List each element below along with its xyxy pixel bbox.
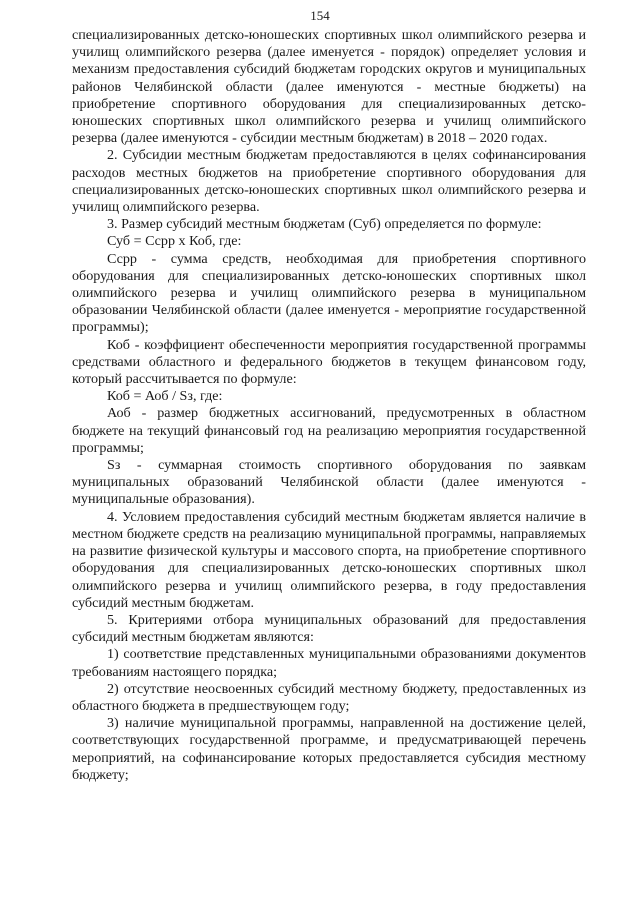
criterion-2: 2) отсутствие неосвоенных субсидий местному бюджету, предоставленных из областного бюджета в предшествующем году;: [72, 680, 586, 714]
criterion-3: 3) наличие муниципальной программы, направленной на достижение целей, соответствующих государственной программе, и предусматривающей перечень мероприятий, на софинансирование которых предоставляется субсидия местному бюджету;: [72, 715, 586, 783]
definition-sz: Sз - суммарная стоимость спортивного оборудования по заявкам муниципальных образований Челябинской области (далее именуются - муниципальные образования).: [72, 457, 586, 508]
formula-kob: Коб = Аоб / Sз, где:: [107, 388, 223, 405]
formula-sub: Суб = Ссрр х Коб, где:: [107, 233, 242, 250]
definition-ssrr: Ссрр - сумма средств, необходимая для приобретения спортивного оборудования для специализированных детско-юношеских спортивных школ олимпийского резерва и училищ олимпийского резерва в муниципальном образовании Челябинской области (далее именуется - мероприятие государственной программы);: [72, 250, 586, 336]
page-number: 154: [310, 8, 330, 23]
paragraph-3: 3. Размер субсидий местным бюджетам (Суб) определяется по формуле:: [107, 216, 542, 233]
criterion-1: 1) соответствие представленных муниципальными образованиями документов требованиям настоящего порядка;: [72, 646, 586, 680]
paragraph-5: 5. Критериями отбора муниципальных образований для предоставления субсидий местным бюджетам являются:: [72, 611, 586, 646]
paragraph-intro: специализированных детско-юношеских спортивных школ олимпийского резерва и училищ олимпийского резерва (далее именуется - порядок) определяет условия и механизм предоставления субсидий бюджетам городских округов и муниципальных районов Челябинской области (далее именуются - местные бюджеты) на приобретение спортивного оборудования для специализированных детско-юношеских спортивных школ олимпийского резерва и училищ олимпийского резерва (далее именуются - субсидии местным бюджетам) в 2018 – 2020 годах.: [72, 27, 586, 147]
paragraph-2: 2. Субсидии местным бюджетам предоставляются в целях софинансирования расходов местных бюджетов на приобретение спортивного оборудования для специализированных детско-юношеских спортивных школ олимпийского резерва и училищ олимпийского резерва.: [72, 147, 586, 216]
paragraph-4: 4. Условием предоставления субсидий местным бюджетам является наличие в местном бюджете средств на реализацию муниципальной программы, направляемых на развитие физической культуры и массового спорта, на приобретение спортивного оборудования для специализированных детско-юношеских спортивных школ олимпийского резерва и училищ олимпийского резерва, в году предоставления субсидий местным бюджетам.: [72, 508, 586, 611]
definition-aob: Аоб - размер бюджетных ассигнований, предусмотренных в областном бюджете на текущий финансовый год на реализацию мероприятия государственной программы;: [72, 405, 586, 456]
document-body: [72, 27, 586, 784]
definition-kob: Коб - коэффициент обеспеченности мероприятия государственной программы средствами областного и федерального бюджетов в текущем финансовом году, который рассчитывается по формуле:: [72, 336, 586, 388]
